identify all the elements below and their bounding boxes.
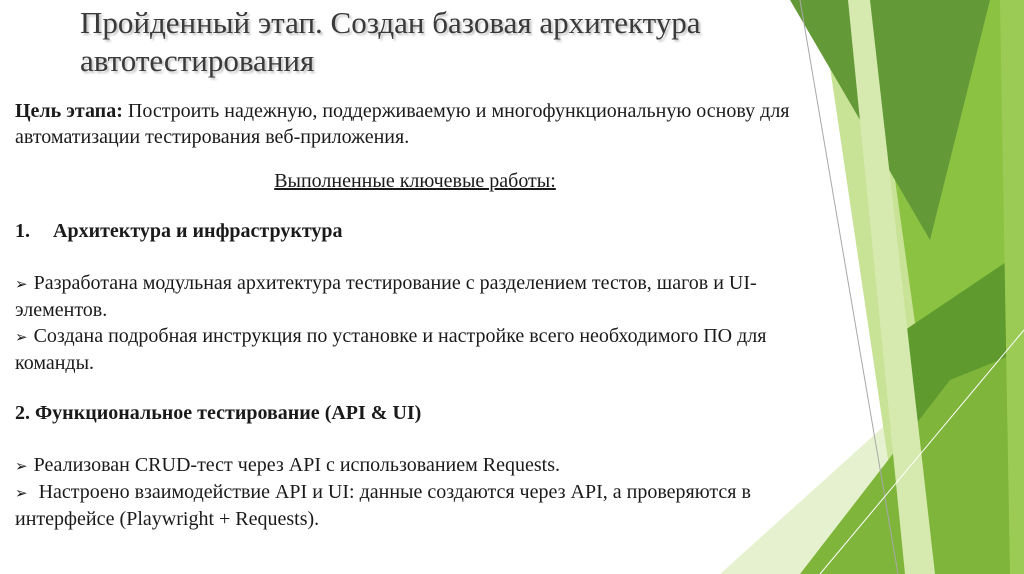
bullet-item — [15, 479, 845, 532]
bullet-item — [15, 270, 845, 323]
goal-label: Цель этапа: — [15, 100, 123, 122]
bullet-text: Создана подробная инструкция по установке и настройке всего необходимого ПО для команды. — [15, 325, 767, 374]
arrow-bullet-icon: ➢ — [15, 328, 28, 346]
arrow-bullet-icon: ➢ — [15, 484, 28, 502]
bullet-text: Настроено взаимодействие API и UI: данные создаются через API, а проверяются в интерфейсе (Playwright + Requests). — [15, 481, 751, 530]
arrow-bullet-icon: ➢ — [15, 457, 28, 475]
section-heading: Выполненные ключевые работы: — [274, 170, 556, 192]
bullet-text: Реализован CRUD-тест через API с использованием Requests. — [33, 454, 560, 476]
slide-body — [15, 98, 845, 532]
subsection-heading-1 — [15, 218, 845, 244]
goal-text: Построить надежную, поддерживаемую и многофункциональную основу для автоматизации тестирования веб-приложения. — [15, 100, 790, 148]
bullet-item — [15, 323, 845, 376]
subsection-title: Функциональное тестирование (API & UI) — [35, 402, 422, 424]
goal-paragraph — [15, 98, 845, 150]
subsection-number: 2. — [15, 402, 30, 424]
slide-title: Пройденный этап. Создан базовая архитектура автотестирования — [80, 5, 701, 78]
subsection-number: 1. — [15, 220, 30, 242]
subsection-heading-2 — [15, 400, 845, 426]
bullet-item — [15, 452, 845, 479]
subsection-title: Архитектура и инфраструктура — [53, 220, 343, 242]
arrow-bullet-icon: ➢ — [15, 275, 28, 293]
bullet-text: Разработана модульная архитектура тестирование с разделением тестов, шагов и UI-элементов. — [15, 272, 757, 321]
left-margin-strip — [0, 0, 8, 574]
